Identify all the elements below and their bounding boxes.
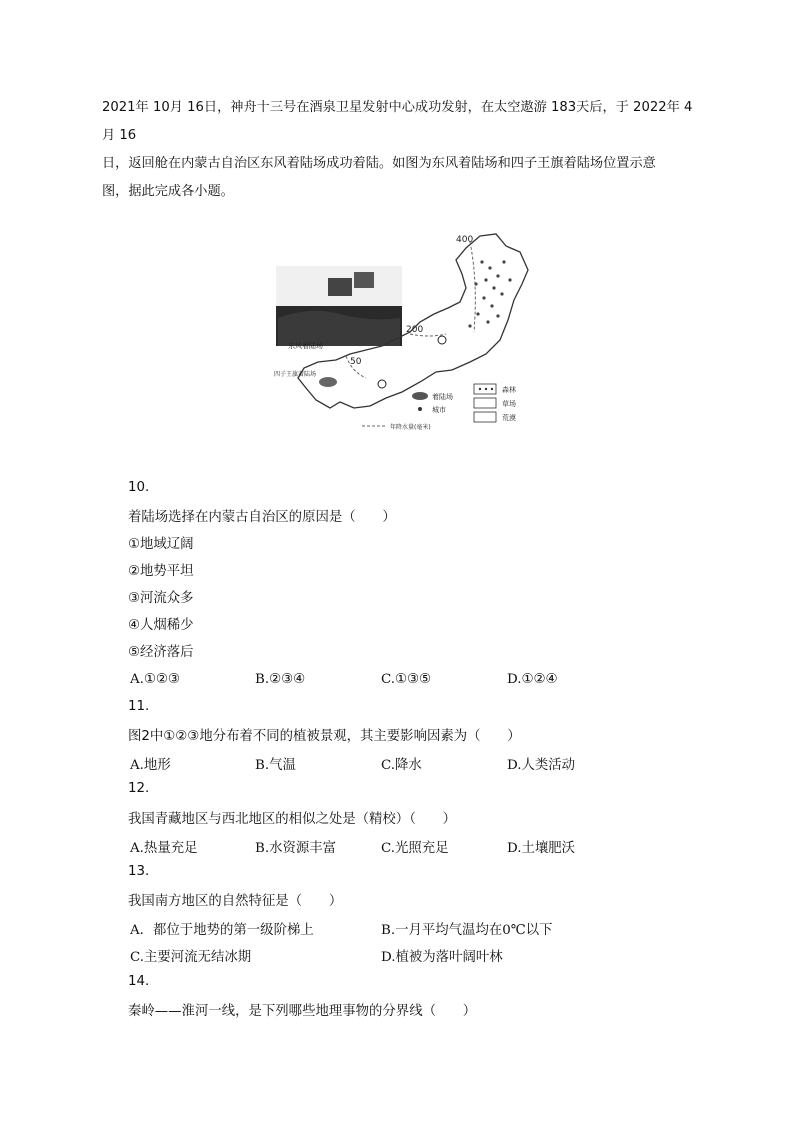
statement-item: ②地势平坦: [128, 564, 194, 579]
option-d[interactable]: D.土壤肥沃: [507, 841, 576, 856]
option-a[interactable]: A.地形: [130, 758, 171, 773]
landing-site-map-figure: [270, 222, 534, 434]
option-c[interactable]: C.主要河流无结冰期: [130, 950, 252, 965]
site-label: 四子王旗着陆场: [274, 371, 317, 378]
map-legend: [362, 384, 516, 431]
question-stem: 秦岭——淮河一线，是下列哪些地理事物的分界线（ ）: [128, 1004, 477, 1019]
option-d[interactable]: D.植被为落叶阔叶林: [381, 950, 503, 965]
legend-desert-label: 荒漠: [502, 414, 516, 422]
legend-landing-label: 着陆场: [432, 393, 453, 401]
option-b[interactable]: B.②③④: [255, 672, 306, 687]
question-number: 13.: [128, 864, 150, 879]
statement-item: ④人烟稀少: [128, 618, 194, 633]
legend-isohyet-label: 年降水量(毫米): [390, 424, 431, 431]
inner-mongolia-map: [270, 222, 534, 434]
option-c[interactable]: C.①③⑤: [381, 672, 432, 687]
option-d[interactable]: D.人类活动: [507, 758, 576, 773]
option-d[interactable]: D.①②④: [507, 672, 558, 687]
contour-50-label: 50: [350, 357, 362, 367]
option-c[interactable]: C.光照充足: [381, 841, 449, 856]
site-marker-3: [378, 380, 386, 388]
intro-passage: [102, 94, 702, 206]
photo-caption: 东风着陆场: [288, 342, 323, 350]
option-a[interactable]: A.①②③: [130, 672, 180, 687]
option-a[interactable]: A.热量充足: [130, 841, 198, 856]
question-stem: 我国南方地区的自然特征是（ ）: [128, 894, 343, 909]
intro-line: 图，据此完成各小题。: [102, 184, 234, 199]
legend-city-label: 城市: [432, 406, 446, 414]
statement-item: ①地域辽阔: [128, 537, 194, 552]
site-marker-2: [438, 336, 446, 344]
intro-line: 2021年 10月 16日，神舟十三号在酒泉卫星发射中心成功发射，在太空遨游 183天后，于 2022年 4月 16: [102, 100, 693, 143]
question-number: 14.: [128, 974, 150, 989]
option-b[interactable]: B.水资源丰富: [255, 841, 337, 856]
isohyet-line: [470, 242, 475, 332]
landing-site-marker: [319, 377, 337, 387]
option-a[interactable]: A．都位于地势的第一级阶梯上: [130, 923, 314, 938]
legend-grassland-label: 草场: [502, 400, 516, 408]
question-number: 12.: [128, 781, 150, 796]
legend-forest-label: 森林: [502, 386, 516, 394]
option-b[interactable]: B.一月平均气温均在0℃以下: [381, 923, 553, 938]
contour-400-label: 400: [456, 235, 474, 245]
option-c[interactable]: C.降水: [381, 758, 422, 773]
statement-item: ⑤经济落后: [128, 645, 194, 660]
question-number: 10.: [128, 480, 150, 495]
question-stem: 我国青藏地区与西北地区的相似之处是（精校）（ ）: [128, 812, 457, 827]
question-number: 11.: [128, 699, 150, 714]
contour-200-label: 200: [406, 325, 424, 335]
statement-item: ③河流众多: [128, 591, 194, 606]
intro-line: 日，返回舱在内蒙古自治区东风着陆场成功着陆。如图为东风着陆场和四子王旗着陆场位置示意: [102, 156, 656, 171]
question-stem: 图2中①②③地分布着不同的植被景观，其主要影响因素为（ ）: [128, 729, 521, 744]
question-stem: 着陆场选择在内蒙古自治区的原因是（ ）: [128, 510, 396, 525]
option-b[interactable]: B.气温: [255, 758, 296, 773]
